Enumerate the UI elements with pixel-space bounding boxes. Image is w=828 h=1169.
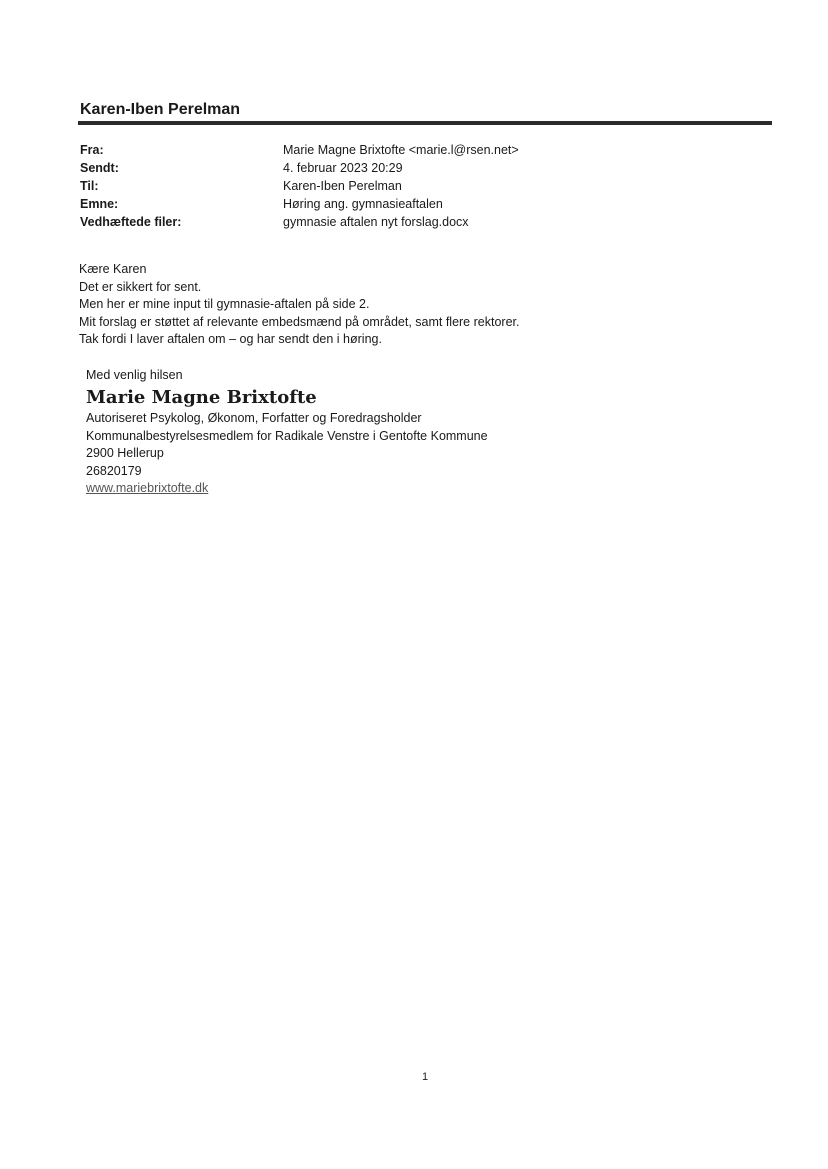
field-subject [80, 195, 760, 213]
sender-value: Marie Magne Brixtofte <marie.l@rsen.net> [283, 143, 519, 157]
field-to [80, 177, 760, 195]
recipient-value: Karen-Iben Perelman [283, 179, 402, 193]
field-sent [80, 159, 760, 177]
header-divider [78, 121, 772, 125]
email-header-fields [80, 141, 760, 231]
signature-role: Kommunalbestyrelsesmedlem for Radikale Venstre i Gentofte Kommune [86, 428, 488, 443]
field-label: Vedhæftede filer: [80, 215, 182, 229]
field-attachments [80, 213, 760, 231]
body-line: Men her er mine input til gymnasie-aftalen på side 2. [79, 297, 370, 312]
attachment-value: gymnasie aftalen nyt forslag.docx [283, 215, 469, 229]
page-number: 1 [421, 1071, 429, 1083]
field-from [80, 141, 760, 159]
signature-website-link[interactable]: www.mariebrixtofte.dk [86, 481, 209, 496]
field-label: Til: [80, 179, 99, 193]
body-line: Tak fordi I laver aftalen om – og har sendt den i høring. [79, 332, 382, 347]
signature-phone: 26820179 [86, 463, 142, 478]
sent-date-value: 4. februar 2023 20:29 [283, 161, 403, 175]
subject-value: Høring ang. gymnasieaftalen [283, 197, 443, 211]
email-body [79, 261, 759, 349]
signature-address: 2900 Hellerup [86, 446, 164, 461]
mailbox-owner-name: Karen-Iben Perelman [80, 101, 241, 118]
body-line: Det er sikkert for sent. [79, 279, 202, 294]
signature-name: Marie Magne Brixtofte [86, 387, 317, 408]
field-label: Sendt: [80, 161, 119, 175]
field-label: Emne: [80, 197, 119, 211]
signature-title: Autoriseret Psykolog, Økonom, Forfatter og Foredragsholder [86, 411, 422, 425]
field-label: Fra: [80, 143, 104, 157]
body-line: Mit forslag er støttet af relevante embedsmænd på området, samt flere rektorer. [79, 314, 520, 329]
email-signature [86, 366, 766, 498]
signature-greeting: Med venlig hilsen [86, 368, 183, 382]
body-line: Kære Karen [79, 262, 147, 276]
